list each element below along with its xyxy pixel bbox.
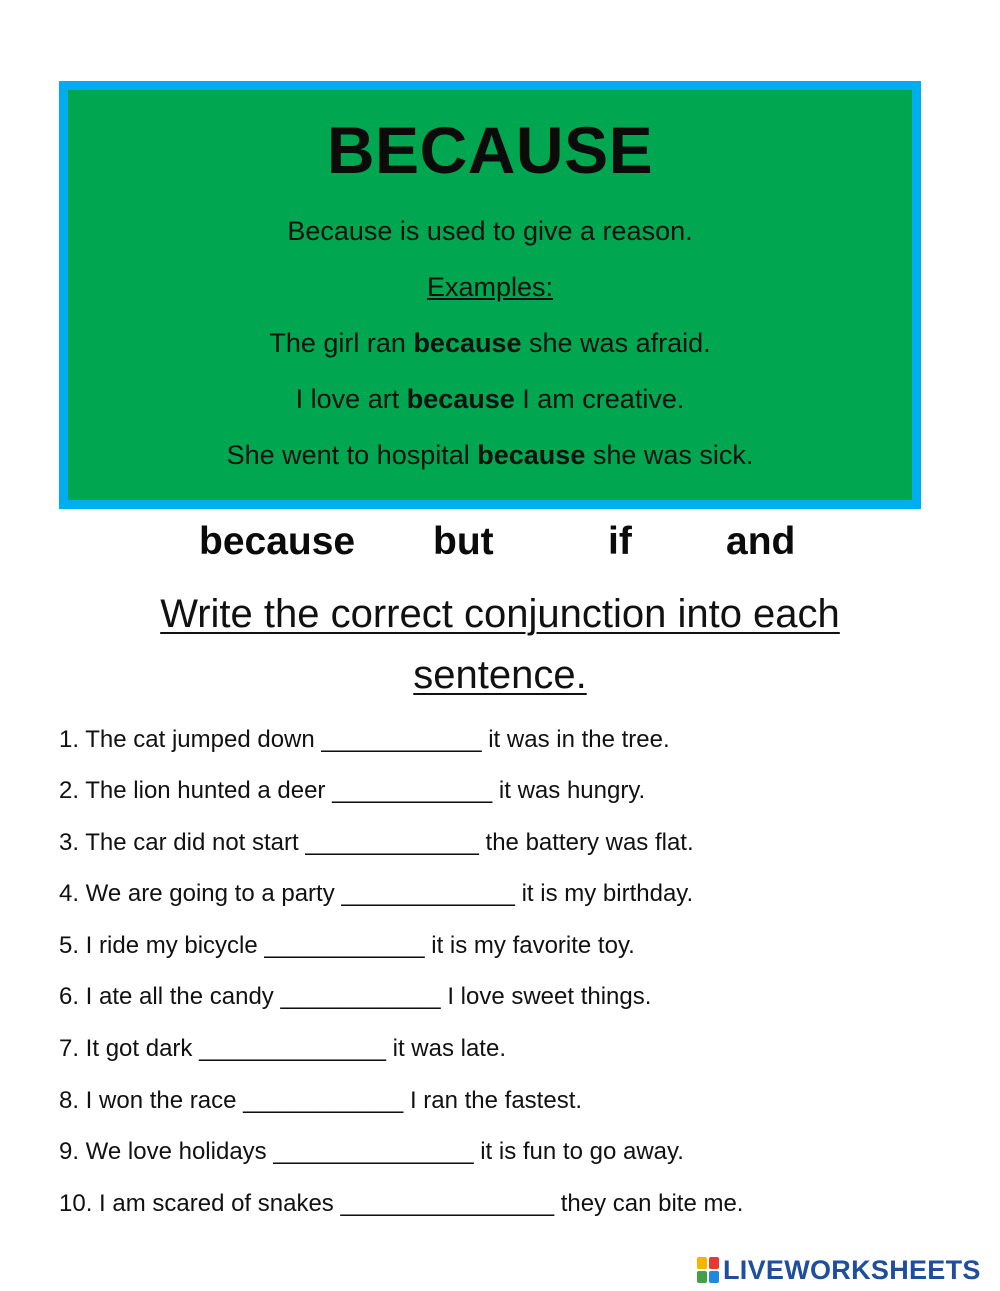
word-bank-because: because bbox=[199, 520, 356, 563]
question-6[interactable]: 6. I ate all the candy ____________ I love sweet things. bbox=[59, 983, 652, 1010]
example-sentence-3: She went to hospital because she was sick. bbox=[226, 440, 754, 470]
question-8[interactable]: 8. I won the race ____________ I ran the fastest. bbox=[59, 1087, 583, 1114]
instruction-line-1: Write the correct conjunction into each bbox=[160, 592, 840, 636]
definition-text: Because is used to give a reason. bbox=[287, 216, 693, 246]
question-10[interactable]: 10. I am scared of snakes ________________ they can bite me. bbox=[59, 1190, 744, 1217]
examples-label: Examples: bbox=[426, 272, 554, 302]
page-title: BECAUSE bbox=[326, 113, 654, 187]
liveworksheets-logo-icon bbox=[697, 1257, 719, 1283]
word-bank-and: and bbox=[726, 520, 796, 563]
word-bank-if: if bbox=[608, 520, 632, 563]
question-2[interactable]: 2. The lion hunted a deer ____________ it was hungry. bbox=[59, 777, 646, 804]
word-bank-but: but bbox=[433, 520, 494, 563]
question-1[interactable]: 1. The cat jumped down ____________ it was in the tree. bbox=[59, 726, 670, 753]
question-7[interactable]: 7. It got dark ______________ it was late. bbox=[59, 1035, 506, 1062]
question-9[interactable]: 9. We love holidays _______________ it is fun to go away. bbox=[59, 1138, 684, 1165]
logo-text: LIVEWORKSHEETS bbox=[723, 1254, 981, 1285]
instruction-line-2: sentence. bbox=[413, 653, 587, 697]
liveworksheets-logo[interactable] bbox=[697, 1255, 981, 1285]
question-5[interactable]: 5. I ride my bicycle ____________ it is my favorite toy. bbox=[59, 932, 635, 959]
question-4[interactable]: 4. We are going to a party _____________ it is my birthday. bbox=[59, 880, 694, 907]
question-3[interactable]: 3. The car did not start _____________ the battery was flat. bbox=[59, 829, 694, 856]
example-sentence-1: The girl ran because she was afraid. bbox=[269, 328, 711, 358]
example-sentence-2: I love art because I am creative. bbox=[295, 384, 685, 414]
definition-box bbox=[59, 81, 921, 509]
